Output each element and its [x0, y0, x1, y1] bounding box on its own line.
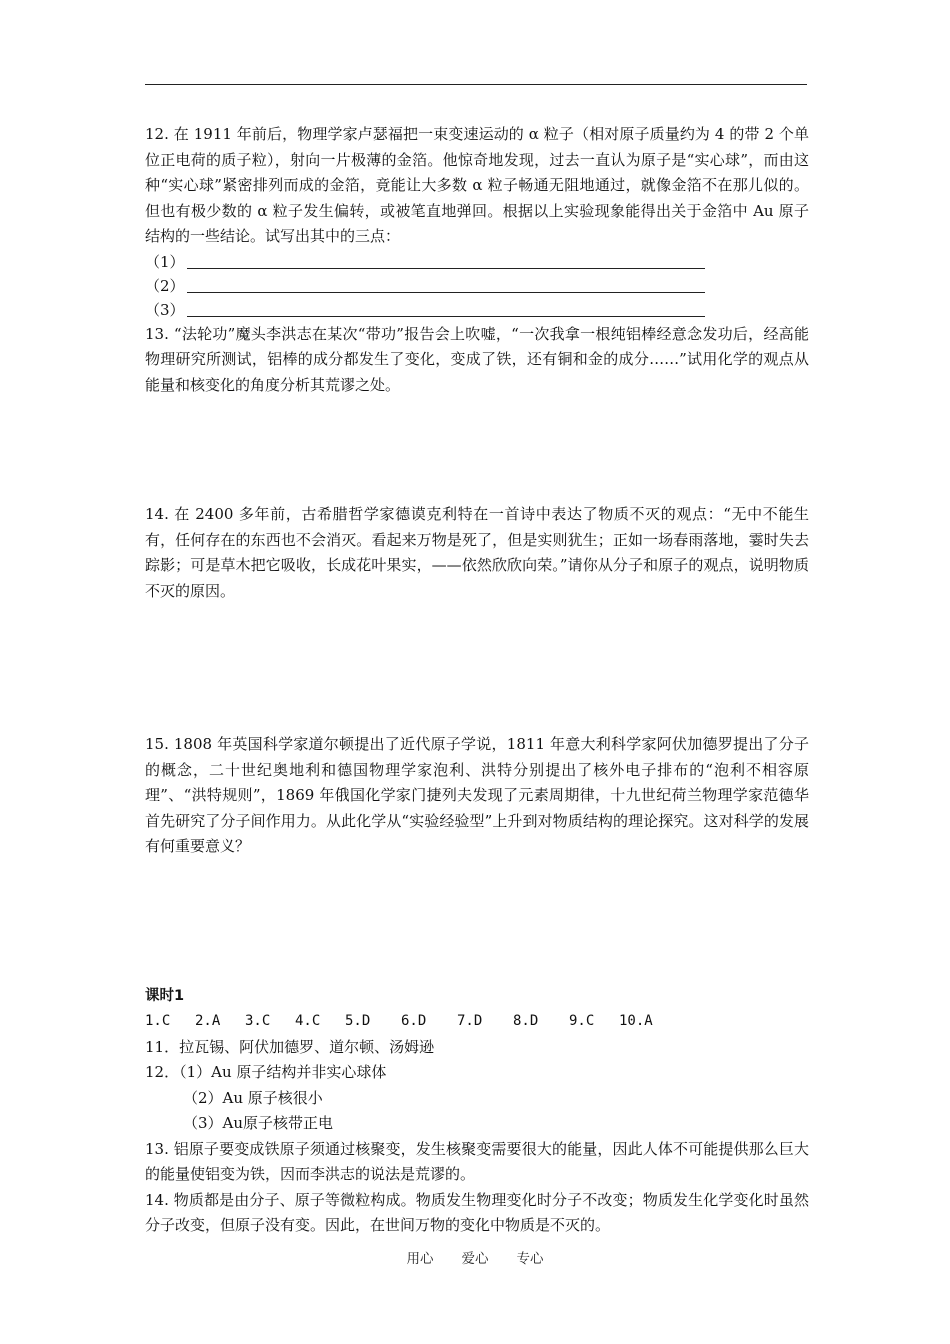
blank-number: （3）	[145, 300, 185, 319]
choice-answer: 4.C	[295, 1013, 321, 1029]
footer-word: 用心	[406, 1251, 434, 1267]
choice-answers	[145, 1009, 809, 1035]
answer-13: 13. 铝原子要变成铁原子须通过核聚变，发生核聚变需要很大的能量，因此人体不可能提供那么巨大的能量使铝变为铁，因而李洪志的说法是荒谬的。	[145, 1139, 809, 1183]
choice-answer: 10.A	[619, 1013, 653, 1029]
question-12: 12. 在 1911 年前后，物理学家卢瑟福把一束变速运动的 α 粒子（相对原子质量约为 4 的带 2 个单位正电荷的质子粒），射向一片极薄的金箔。他惊奇地发现，过去一直认为原子是“实心球”，而由这种“实心球”紧密排列而成的金箔，竟能让大多数 α 粒子畅通无阻地通过，就像金箔不在那儿似的。但也有极少数的 α 粒子发生偏转，或被笔直地弹回。根据以上实验现象能得出关于金箔中 Au 原子结构的一些结论。试写出其中的三点：	[145, 125, 809, 245]
answer-space	[145, 604, 809, 732]
blank-underline	[187, 298, 705, 317]
answer-space	[145, 398, 809, 502]
answer-12-part-1: 12．（1）Au 原子结构并非实心球体	[145, 1063, 387, 1081]
answer-blank-3[interactable]	[145, 298, 809, 322]
question-15: 15. 1808 年英国科学家道尔顿提出了近代原子学说，1811 年意大利科学家阿伏加德罗提出了分子的概念，二十世纪奥地利和德国物理学家泡利、洪特分别提出了核外电子排布的“泡利不相容原理”、“洪特规则”，1869 年俄国化学家门捷列夫发现了元素周期律，十九世纪荷兰物理学家范德华首先研究了分子间作用力。从此化学从“实验经验型”上升到对物质结构的理论探究。这对科学的发展有何重要意义？	[145, 735, 809, 855]
header-rule	[145, 84, 807, 85]
question-14: 14. 在 2400 多年前，古希腊哲学家德谟克利特在一首诗中表达了物质不灭的观点：“无中不能生有，任何存在的东西也不会消灭。看起来万物是死了，但是实则犹生；正如一场春雨落地，霎时失去踪影；可是草木把它吸收，长成花叶果实，——依然欣欣向荣。”请你从分子和原子的观点，说明物质不灭的原因。	[145, 505, 809, 600]
answer-11: 11．拉瓦锡、阿伏加德罗、道尔顿、汤姆逊	[145, 1037, 435, 1056]
question-13: 13. “法轮功”魔头李洪志在某次“带功”报告会上吹嘘，“一次我拿一根纯铝棒经意念发功后，经高能物理研究所测试，铝棒的成分都发生了变化，变成了铁，还有铜和金的成分……”试用化学的观点从能量和核变化的角度分析其荒谬之处。	[145, 324, 809, 394]
choice-answer: 3.C	[245, 1013, 271, 1029]
blank-underline	[187, 274, 705, 293]
answers-title: 课时1	[145, 987, 185, 1004]
footer-word: 爱心	[461, 1251, 489, 1267]
answer-12-part-2: （2）Au 原子核很小	[183, 1088, 323, 1107]
choice-answer: 8.D	[513, 1013, 539, 1029]
footer-word: 专心	[516, 1251, 544, 1267]
answer-blank-2[interactable]	[145, 274, 809, 298]
blank-number: （2）	[145, 276, 185, 295]
choice-answer: 2.A	[195, 1013, 221, 1029]
choice-answer: 6.D	[401, 1013, 427, 1029]
blank-underline	[187, 250, 705, 269]
answer-blank-1[interactable]	[145, 250, 809, 274]
choice-answer: 1.C	[145, 1013, 171, 1029]
answer-12-part-3: （3）Au原子核带正电	[183, 1114, 334, 1132]
answer-space	[145, 860, 809, 984]
choice-answer: 5.D	[345, 1013, 371, 1029]
answer-14: 14. 物质都是由分子、原子等微粒构成。物质发生物理变化时分子不改变；物质发生化学变化时虽然分子改变，但原子没有变。因此，在世间万物的变化中物质是不灭的。	[145, 1190, 809, 1234]
choice-answer: 9.C	[569, 1013, 595, 1029]
blank-number: （1）	[145, 252, 185, 271]
choice-answer: 7.D	[457, 1013, 483, 1029]
page-footer	[0, 1247, 950, 1267]
document-body	[145, 122, 809, 1239]
